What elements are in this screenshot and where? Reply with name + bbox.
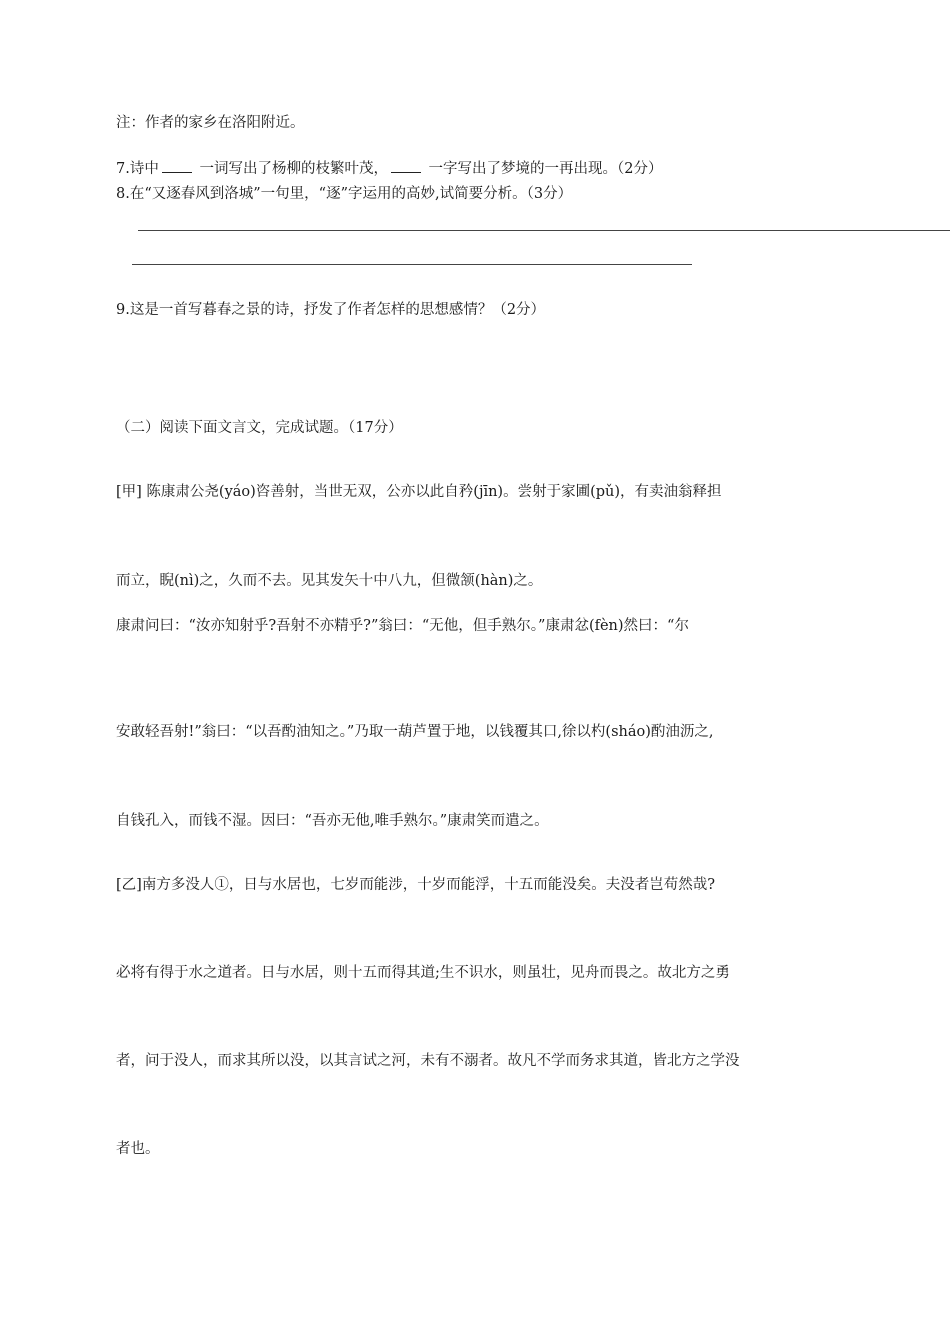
question-9: 9.这是一首写暮春之景的诗，抒发了作者怎样的思想感情？（2分） xyxy=(116,302,546,318)
passage-b-line-2: 必将有得于水之道者。日与水居，则十五而得其道;生不识水，则虽壮，见舟而畏之。故北方之勇 xyxy=(116,965,730,981)
question-7-middle: 一词写出了杨柳的枝繁叶茂， xyxy=(194,161,388,177)
answer-line-1[interactable] xyxy=(138,230,950,231)
answer-blank-2[interactable] xyxy=(391,160,421,173)
question-7 xyxy=(116,160,663,177)
passage-a-line-2: 而立，睨(nì)之，久而不去。见其发矢十中八九，但微颔(hàn)之。 xyxy=(116,573,543,589)
passage-b-line-3: 者，问于没人，而求其所以没，以其言试之河，未有不溺者。故凡不学而务求其道，皆北方之学没 xyxy=(116,1053,740,1069)
passage-a-line-5: 自钱孔入，而钱不湿。因曰：“吾亦无他,唯手熟尔。”康肃笑而遣之。 xyxy=(116,813,549,829)
question-8: 8.在“又逐春风到洛城”一句里，“逐”字运用的高妙,试简要分析。（3分） xyxy=(116,186,573,202)
passage-a-line-4: 安敢轻吾射!”翁曰：“以吾酌油知之。”乃取一葫芦置于地，以钱覆其口,徐以杓(sháo)酌油沥之, xyxy=(116,724,714,740)
question-7-prefix: 7.诗中 xyxy=(116,161,159,177)
passage-a-line-1: [甲] 陈康肃公尧(yáo)咨善射，当世无双，公亦以此自矜(jīn)。尝射于家圃(pǔ)，有卖油翁释担 xyxy=(116,484,722,500)
passage-b-line-4: 者也。 xyxy=(116,1141,160,1157)
section-heading: （二）阅读下面文言文，完成试题。（17分） xyxy=(116,420,403,436)
author-note: 注：作者的家乡在洛阳附近。 xyxy=(116,115,305,131)
passage-b-line-1: [乙]南方多没人①，日与水居也，七岁而能涉，十岁而能浮，十五而能没矣。夫没者岂苟然哉? xyxy=(116,877,716,893)
question-7-suffix: 一字写出了梦境的一再出现。（2分） xyxy=(423,161,663,177)
answer-blank-1[interactable] xyxy=(162,160,192,173)
passage-a-line-3: 康肃问曰：“汝亦知射乎?吾射不亦精乎?”翁曰：“无他，但手熟尔。”康肃忿(fèn)然曰：“尔 xyxy=(116,618,689,634)
answer-line-2[interactable] xyxy=(132,264,692,265)
